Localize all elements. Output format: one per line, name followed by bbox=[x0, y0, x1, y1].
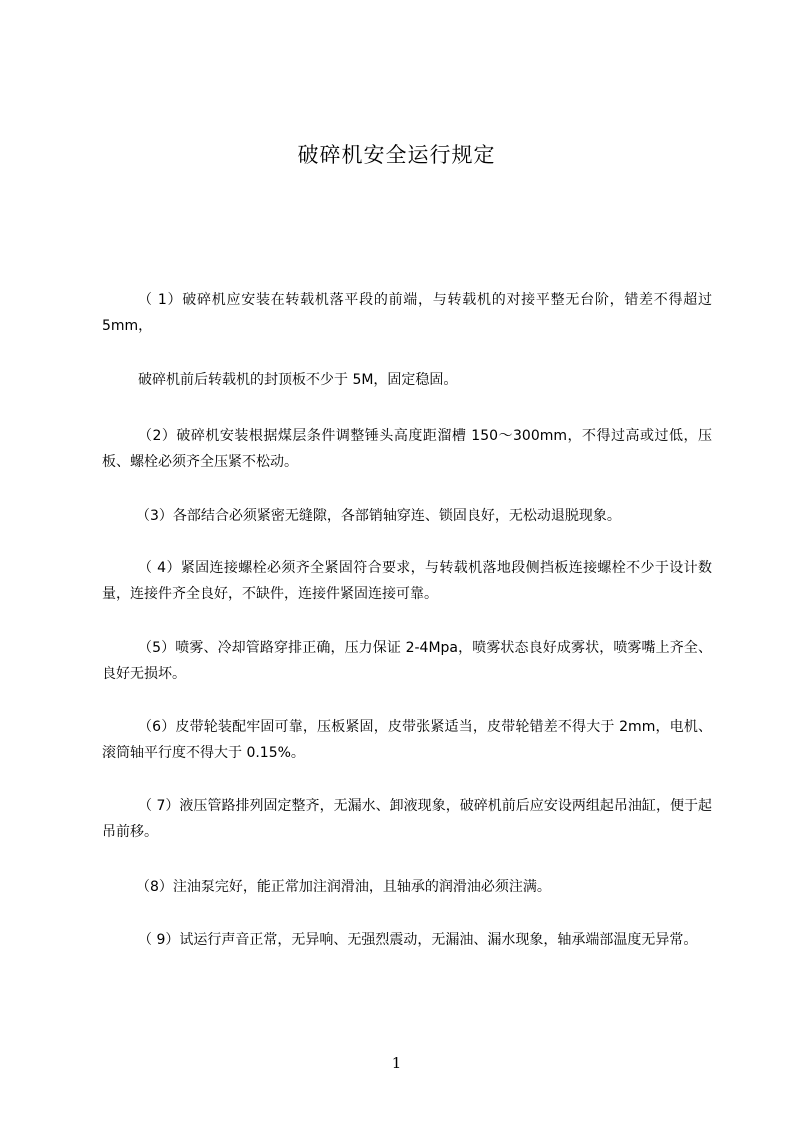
paragraph-2: 破碎机前后转载机的封顶板不少于 5M，固定稳固。 bbox=[138, 372, 458, 388]
paragraph-10: （ 9）试运行声音正常，无异响、无强烈震动，无漏油、漏水现象，轴承端部温度无异常。 bbox=[138, 932, 698, 948]
paragraph-7: （6）皮带轮装配牢固可靠，压板紧固，皮带张紧适当，皮带轮错差不得大于 2mm，电机、滚筒轴平行度不得大于 0.15%。 bbox=[102, 719, 712, 761]
paragraph-9: （8）注油泵完好，能正常加注润滑油，且轴承的润滑油必须注满。 bbox=[136, 879, 551, 895]
page-number: 1 bbox=[391, 1054, 402, 1072]
paragraph-3: （2）破碎机安装根据煤层条件调整锤头高度距溜槽 150～300mm，不得过高或过低，压板、螺栓必须齐全压紧不松动。 bbox=[102, 428, 712, 470]
paragraph-4: （3）各部结合必须紧密无缝隙，各部销轴穿连、锁固良好，无松动退脱现象。 bbox=[136, 508, 621, 524]
document-title: 破碎机安全运行规定 bbox=[297, 143, 496, 167]
paragraph-1: （ 1）破碎机应安装在转载机落平段的前端，与转载机的对接平整无台阶，错差不得超过 5mm， bbox=[102, 292, 712, 334]
paragraph-8: （ 7）液压管路排列固定整齐，无漏水、卸液现象，破碎机前后应安设两组起吊油缸，便于起吊前移。 bbox=[102, 798, 712, 840]
paragraph-5: （ 4）紧固连接螺栓必须齐全紧固符合要求，与转载机落地段侧挡板连接螺栓不少于设计数量，连接件齐全良好，不缺件，连接件紧固连接可靠。 bbox=[102, 560, 712, 602]
paragraph-6: （5）喷雾、冷却管路穿排正确，压力保证 2-4Mpa，喷雾状态良好成雾状，喷雾嘴上齐全、良好无损坏。 bbox=[102, 640, 712, 682]
